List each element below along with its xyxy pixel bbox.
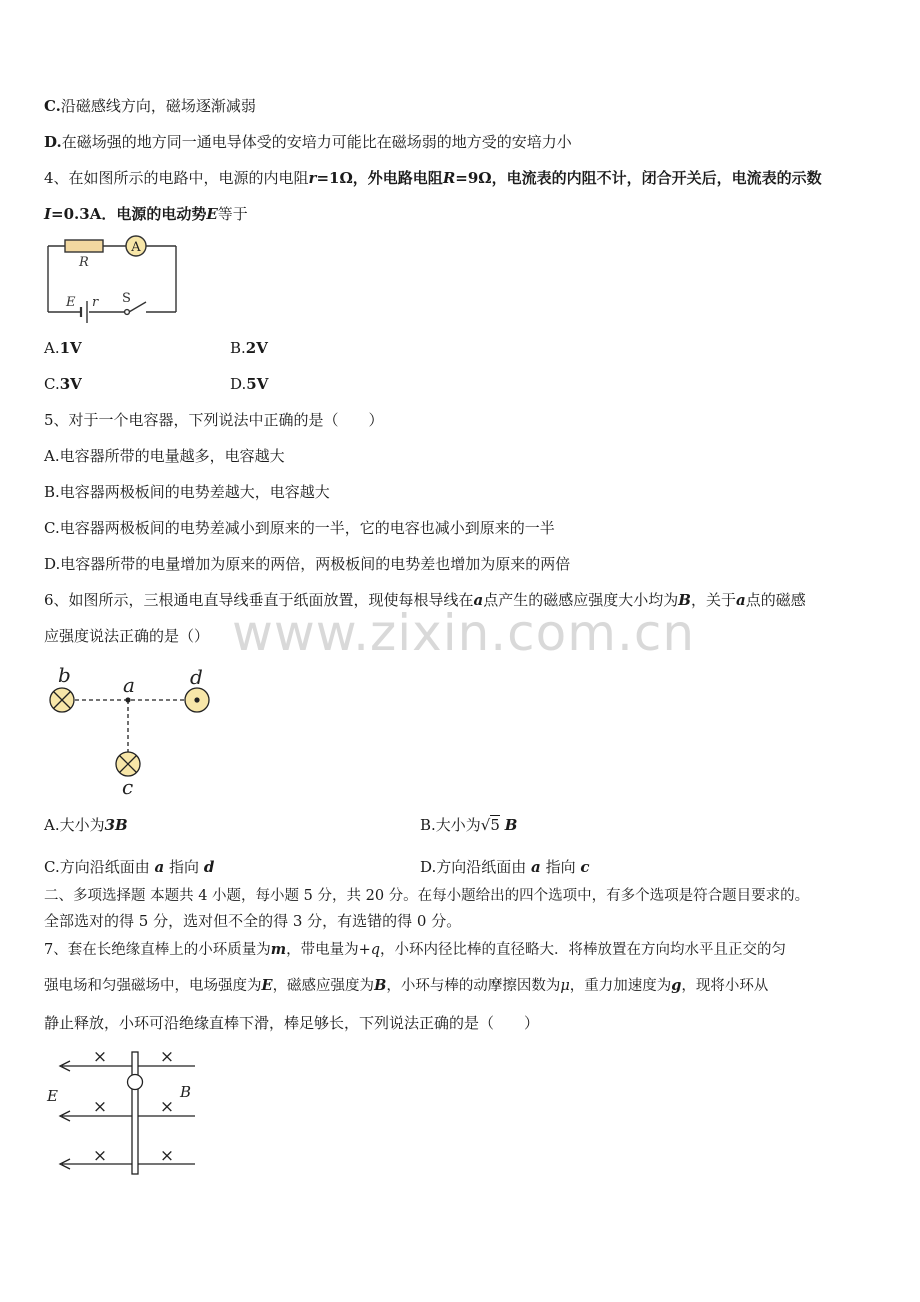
cross-mark: × bbox=[159, 1047, 175, 1067]
field-e-label: E bbox=[47, 1087, 58, 1105]
cross-mark: × bbox=[92, 1146, 108, 1166]
field-rod-diagram bbox=[40, 1046, 200, 1181]
section2-header-line1: 二、多项选择题 本题共 4 小题，每小题 5 分，共 20 分。在每小题给出的四个选项中，有多个选项是符合题目要求的。 bbox=[44, 888, 810, 904]
q6-option-d: D.方向沿纸面由 a 指向 c bbox=[420, 858, 590, 876]
q4-stem-line1: 4、在如图所示的电路中，电源的内电阻r=1Ω，外电路电阻R=9Ω，电流表的内阻不计，闭合开关后，电流表的示数 bbox=[44, 169, 822, 187]
q4-option-d: D.5V bbox=[230, 375, 269, 393]
switch-label: S bbox=[122, 291, 131, 306]
wire-d-label: d bbox=[190, 665, 203, 689]
q3-option-c: C.沿磁感线方向，磁场逐渐减弱 bbox=[44, 97, 256, 115]
q5-option-a: A.电容器所带的电量越多，电容越大 bbox=[44, 447, 285, 465]
q6-stem-line1: 6、如图所示，三根通电直导线垂直于纸面放置，现使每根导线在a点产生的磁感应强度大小均为B，关于a点的磁感 bbox=[44, 591, 806, 609]
q4-stem-line2: I=0.3A．电源的电动势E等于 bbox=[44, 205, 248, 223]
field-b-label: B bbox=[180, 1083, 192, 1101]
emf-label: E bbox=[66, 295, 76, 310]
q7-stem-line3: 静止释放，小环可沿绝缘直棒下滑，棒足够长，下列说法正确的是（ ） bbox=[44, 1014, 540, 1032]
q6-option-b: B.大小为√5 B bbox=[420, 816, 518, 834]
q7-stem-line2: 强电场和匀强磁场中，电场强度为E，磁感应强度为B，小环与棒的动摩擦因数为μ，重力加速度为g，现将小环从 bbox=[44, 977, 769, 994]
resistor-label: R bbox=[79, 255, 89, 270]
wire-c-label: c bbox=[122, 775, 134, 799]
point-a-label: a bbox=[123, 673, 135, 697]
q4-option-c: C.3V bbox=[44, 375, 82, 393]
watermark: www.zixin.com.cn bbox=[232, 604, 696, 662]
wire-b-label: b bbox=[58, 663, 71, 687]
cross-mark: × bbox=[159, 1097, 175, 1117]
q4-option-b: B.2V bbox=[230, 339, 268, 357]
q6-stem-line2: 应强度说法正确的是（） bbox=[44, 627, 210, 645]
q6-option-a: A.大小为3B bbox=[44, 816, 128, 834]
q7-stem-line1: 7、套在长绝缘直棒上的小环质量为m，带电量为+q，小环内径比棒的直径略大．将棒放置在方向均水平且正交的匀 bbox=[44, 941, 787, 958]
q5-option-c: C.电容器两极板间的电势差减小到原来的一半，它的电容也减小到原来的一半 bbox=[44, 519, 555, 537]
q5-option-d: D.电容器所带的电量增加为原来的两倍，两极板间的电势差也增加为原来的两倍 bbox=[44, 555, 571, 573]
q6-option-c: C.方向沿纸面由 a 指向 d bbox=[44, 858, 215, 876]
cross-mark: × bbox=[92, 1047, 108, 1067]
q3-option-d: D.在磁场强的地方同一通电导体受的安培力可能比在磁场弱的地方受的安培力小 bbox=[44, 133, 572, 151]
cross-mark: × bbox=[92, 1097, 108, 1117]
q4-option-a: A.1V bbox=[44, 339, 82, 357]
internal-resistance-label: r bbox=[92, 295, 99, 310]
circuit-diagram bbox=[40, 232, 185, 327]
section2-header-line2: 全部选对的得 5 分，选对但不全的得 3 分，有选错的得 0 分。 bbox=[44, 912, 462, 930]
q5-option-b: B.电容器两极板间的电势差越大，电容越大 bbox=[44, 483, 330, 501]
cross-mark: × bbox=[159, 1146, 175, 1166]
q5-stem: 5、对于一个电容器，下列说法中正确的是（ ） bbox=[44, 411, 384, 429]
wires-diagram bbox=[40, 662, 220, 802]
ammeter-label: A bbox=[131, 240, 141, 255]
